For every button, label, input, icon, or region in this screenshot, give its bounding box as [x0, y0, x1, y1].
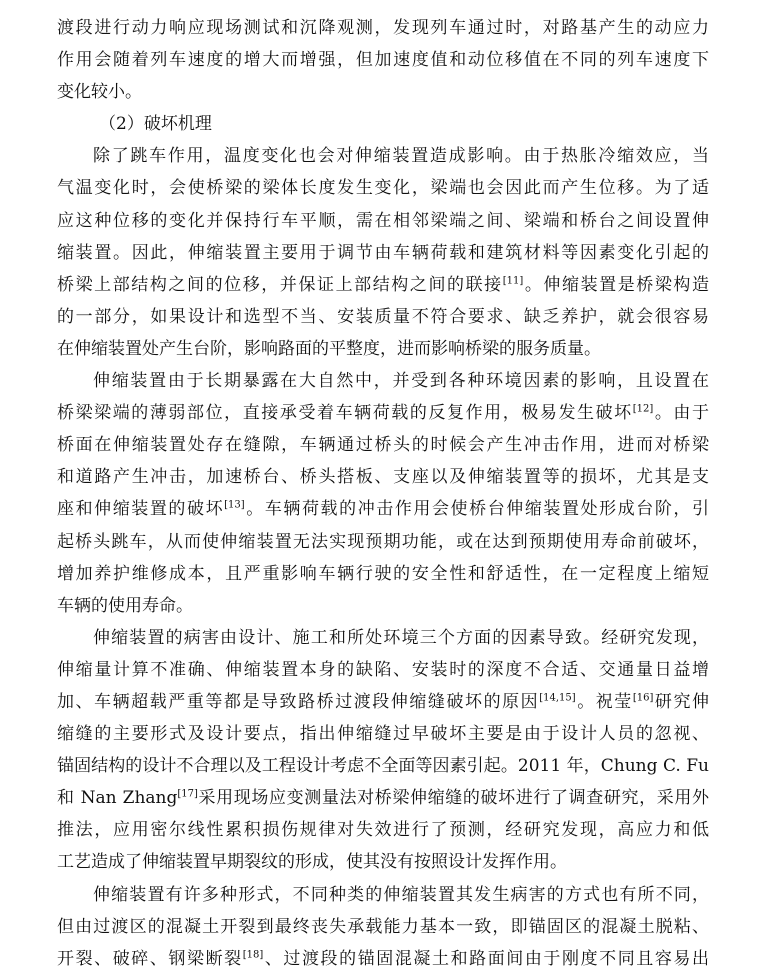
text-line: 除了跳车作用，温度变化也会对伸缩装置造成影响。由于热胀冷缩效应，当	[93, 146, 709, 167]
text-line: 工艺造成了伸缩装置早期裂纹的形成，使其没有按照设计发挥作用。	[57, 852, 567, 873]
text-line: 的一部分，如果设计和选型不当、安装质量不符合要求、缺乏养护，就会很容易	[57, 306, 709, 327]
text-line: 在伸缩装置处产生台阶，影响路面的平整度，进而影响桥梁的服务质量。	[57, 338, 601, 359]
text-line: 伸缩量计算不准确、伸缩装置本身的缺陷、安装时的深度不合适、交通量日益增	[57, 659, 709, 680]
citation: [12]	[632, 403, 654, 415]
citation: [18]	[242, 949, 264, 961]
paragraph	[57, 622, 709, 879]
section-heading: （2）破坏机理	[99, 114, 212, 135]
text-line: 开裂、破碎、钢梁断裂[18]、过渡段的锚固混凝土和路面间由于刚度不同且容易出	[57, 948, 709, 969]
citation: [11]	[502, 275, 524, 287]
citation: [16]	[632, 692, 654, 704]
text-line: 缩装置。因此，伸缩装置主要用于调节由车辆荷载和建筑材料等因素变化引起的	[57, 242, 709, 263]
text-line: 锚固结构的设计不合理以及工程设计考虑不全面等因素引起。2011 年，Chung C. Fu	[57, 756, 709, 777]
text-line: 座和伸缩装置的破坏[13]。车辆荷载的冲击作用会使桥台伸缩装置处形成台阶，引	[57, 499, 709, 520]
text-line: 气温变化时，会使桥梁的梁体长度发生变化，梁端也会因此而产生位移。为了适	[57, 178, 709, 199]
text-line: 和 Nan Zhang[17]采用现场应变测量法对桥梁伸缩缝的破坏进行了调查研究，采用外	[57, 788, 709, 809]
text-line: 作用会随着列车速度的增大而增强，但加速度值和动位移值在不同的列车速度下	[57, 50, 709, 71]
paragraph	[57, 879, 709, 975]
citation: [17]	[177, 788, 198, 800]
text-line: 增加养护维修成本，且严重影响车辆行驶的安全性和舒适性，在一定程度上缩短	[57, 563, 709, 584]
text-line: 和道路产生冲击，加速桥台、桥头搭板、支座以及伸缩装置等的损坏，尤其是支	[57, 467, 709, 488]
text-line: 推法，应用密尔线性累积损伤规律对失效进行了预测，经研究发现，高应力和低	[57, 820, 709, 841]
citation: [14,15]	[539, 692, 576, 704]
text-line: 车辆的使用寿命。	[57, 595, 193, 616]
text-line: 加、车辆超载严重等都是导致路桥过渡段伸缩缝破坏的原因[14,15]。祝莹[16]研究伸	[57, 691, 709, 712]
text-line: 桥面在伸缩装置处存在缝隙，车辆通过桥头的时候会产生冲击作用，进而对桥梁	[57, 435, 709, 456]
text-line: 变化较小。	[57, 82, 142, 103]
text-line: 但由过渡区的混凝土开裂到最终丧失承载能力基本一致，即锚固区的混凝土脱粘、	[57, 916, 709, 937]
text-line: 渡段进行动力响应现场测试和沉降观测，发现列车通过时，对路基产生的动应力	[57, 18, 709, 38]
text-line: 桥梁上部结构之间的位移，并保证上部结构之间的联接[11]。伸缩装置是桥梁构造	[57, 274, 709, 295]
document-page	[57, 12, 709, 975]
paragraph-continuation	[57, 12, 709, 108]
text-line: 伸缩装置的病害由设计、施工和所处环境三个方面的因素导致。经研究发现，	[93, 627, 709, 648]
text-line: 缩缝的主要形式及设计要点，指出伸缩缝过早破坏主要是由于设计人员的忽视、	[57, 724, 709, 745]
text-line: 桥梁梁端的薄弱部位，直接承受着车辆荷载的反复作用，极易发生破坏[12]。由于	[57, 403, 709, 424]
text-line: 伸缩装置由于长期暴露在大自然中，并受到各种环境因素的影响，且设置在	[93, 371, 709, 392]
text-line: 伸缩装置有许多种形式，不同种类的伸缩装置其发生病害的方式也有所不同，	[93, 884, 709, 905]
paragraph	[57, 365, 709, 622]
text-line: 应这种位移的变化并保持行车平顺，需在相邻梁端之间、梁端和桥台之间设置伸	[57, 210, 709, 231]
paragraph	[57, 140, 709, 365]
citation: [13]	[224, 499, 245, 511]
text-line: 起桥头跳车，从而使伸缩装置无法实现预期功能，或在达到预期使用寿命前破坏，	[57, 531, 709, 552]
